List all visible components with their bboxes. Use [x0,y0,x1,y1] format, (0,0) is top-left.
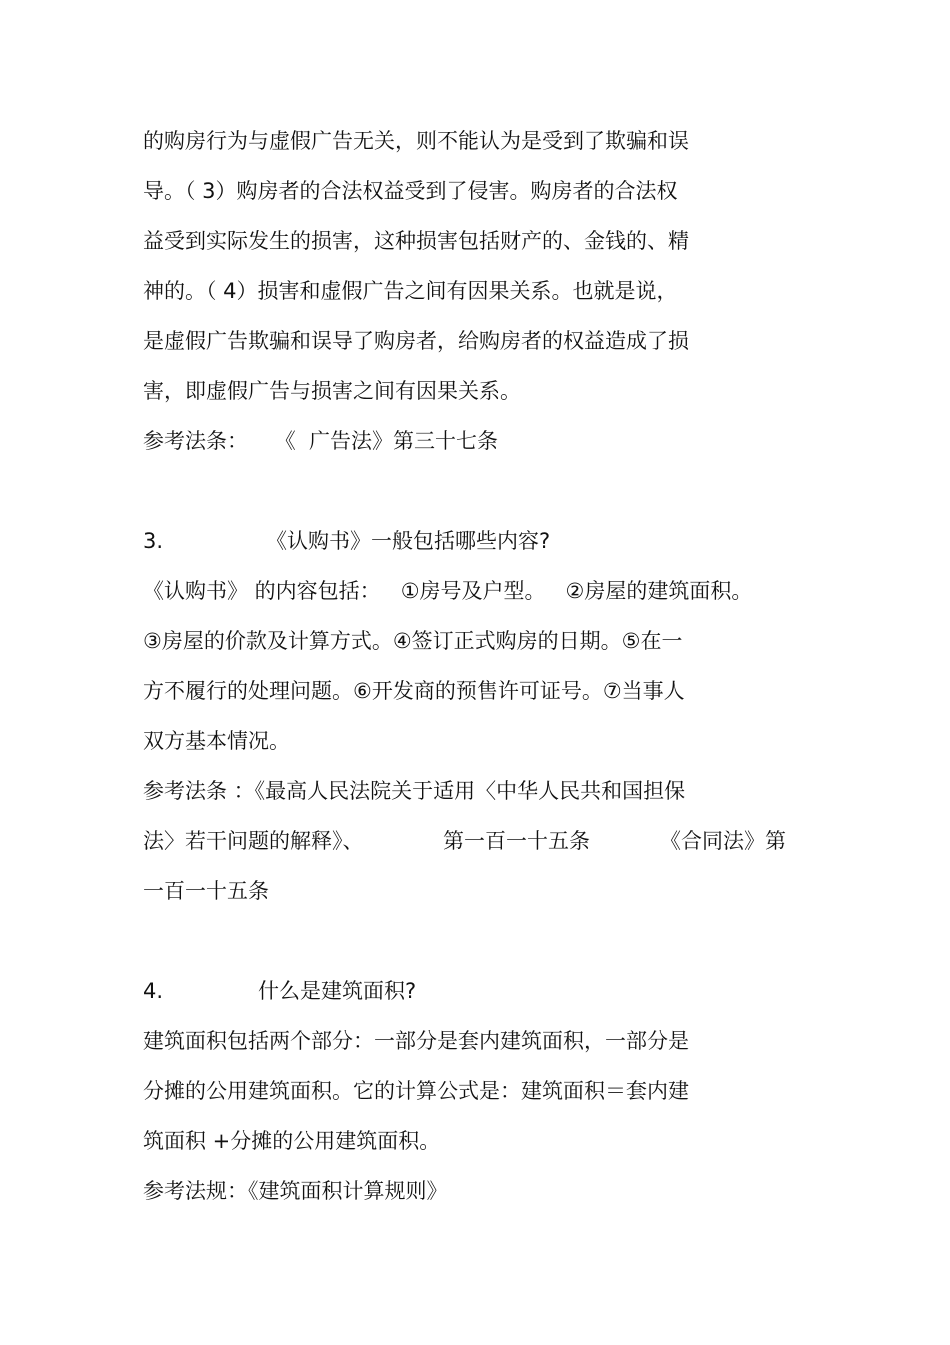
q3-reference-line-2c: 《合同法》第 [660,829,786,853]
q3-answer-line-3: 方不履行的处理问题。⑥开发商的预售许可证号。⑦当事人 [143,679,685,703]
intro-line-1: 的购房行为与虚假广告无关，则不能认为是受到了欺骗和误 [143,129,689,153]
q4-reference: 参考法规：《建筑面积计算规则》 [143,1179,448,1203]
q4-answer-line-3: 筑面积 +分摊的公用建筑面积。 [143,1129,441,1153]
q4-answer-line-1: 建筑面积包括两个部分：一部分是套内建筑面积，一部分是 [143,1029,689,1053]
q3-answer-line-4: 双方基本情况。 [143,729,290,753]
intro-line-2: 导。（ 3）购房者的合法权益受到了侵害。购房者的合法权 [143,179,678,203]
intro-reference: 参考法条： 《 广告法》第三十七条 [143,429,499,453]
intro-line-3: 益受到实际发生的损害，这种损害包括财产的、金钱的、精 [143,229,689,253]
q3-reference-line-1: 参考法条 ：《最高人民法院关于适用〈中华人民共和国担保 [143,779,686,803]
q3-answer-line-1: 《认购书》 的内容包括： ①房号及户型。 ②房屋的建筑面积。 [143,579,753,603]
q4-answer-line-2: 分摊的公用建筑面积。它的计算公式是：建筑面积＝套内建 [143,1079,689,1103]
intro-line-6: 害，即虚假广告与损害之间有因果关系。 [143,379,521,403]
q3-reference-line-2a: 法〉若干问题的解释》、 [143,829,364,853]
q4-question: 什么是建筑面积? [258,979,417,1003]
q3-reference-line-2b: 第一百一十五条 [443,829,590,853]
q3-question: 《认购书》一般包括哪些内容? [266,529,551,553]
q3-reference-line-3: 一百一十五条 [143,879,269,903]
intro-line-5: 是虚假广告欺骗和误导了购房者，给购房者的权益造成了损 [143,329,689,353]
q3-answer-line-2: ③房屋的价款及计算方式。④签订正式购房的日期。⑤在一 [143,629,683,653]
intro-line-4: 神的。（ 4）损害和虚假广告之间有因果关系。也就是说， [143,279,678,303]
q3-number: 3. [143,529,164,553]
q4-number: 4. [143,979,164,1003]
